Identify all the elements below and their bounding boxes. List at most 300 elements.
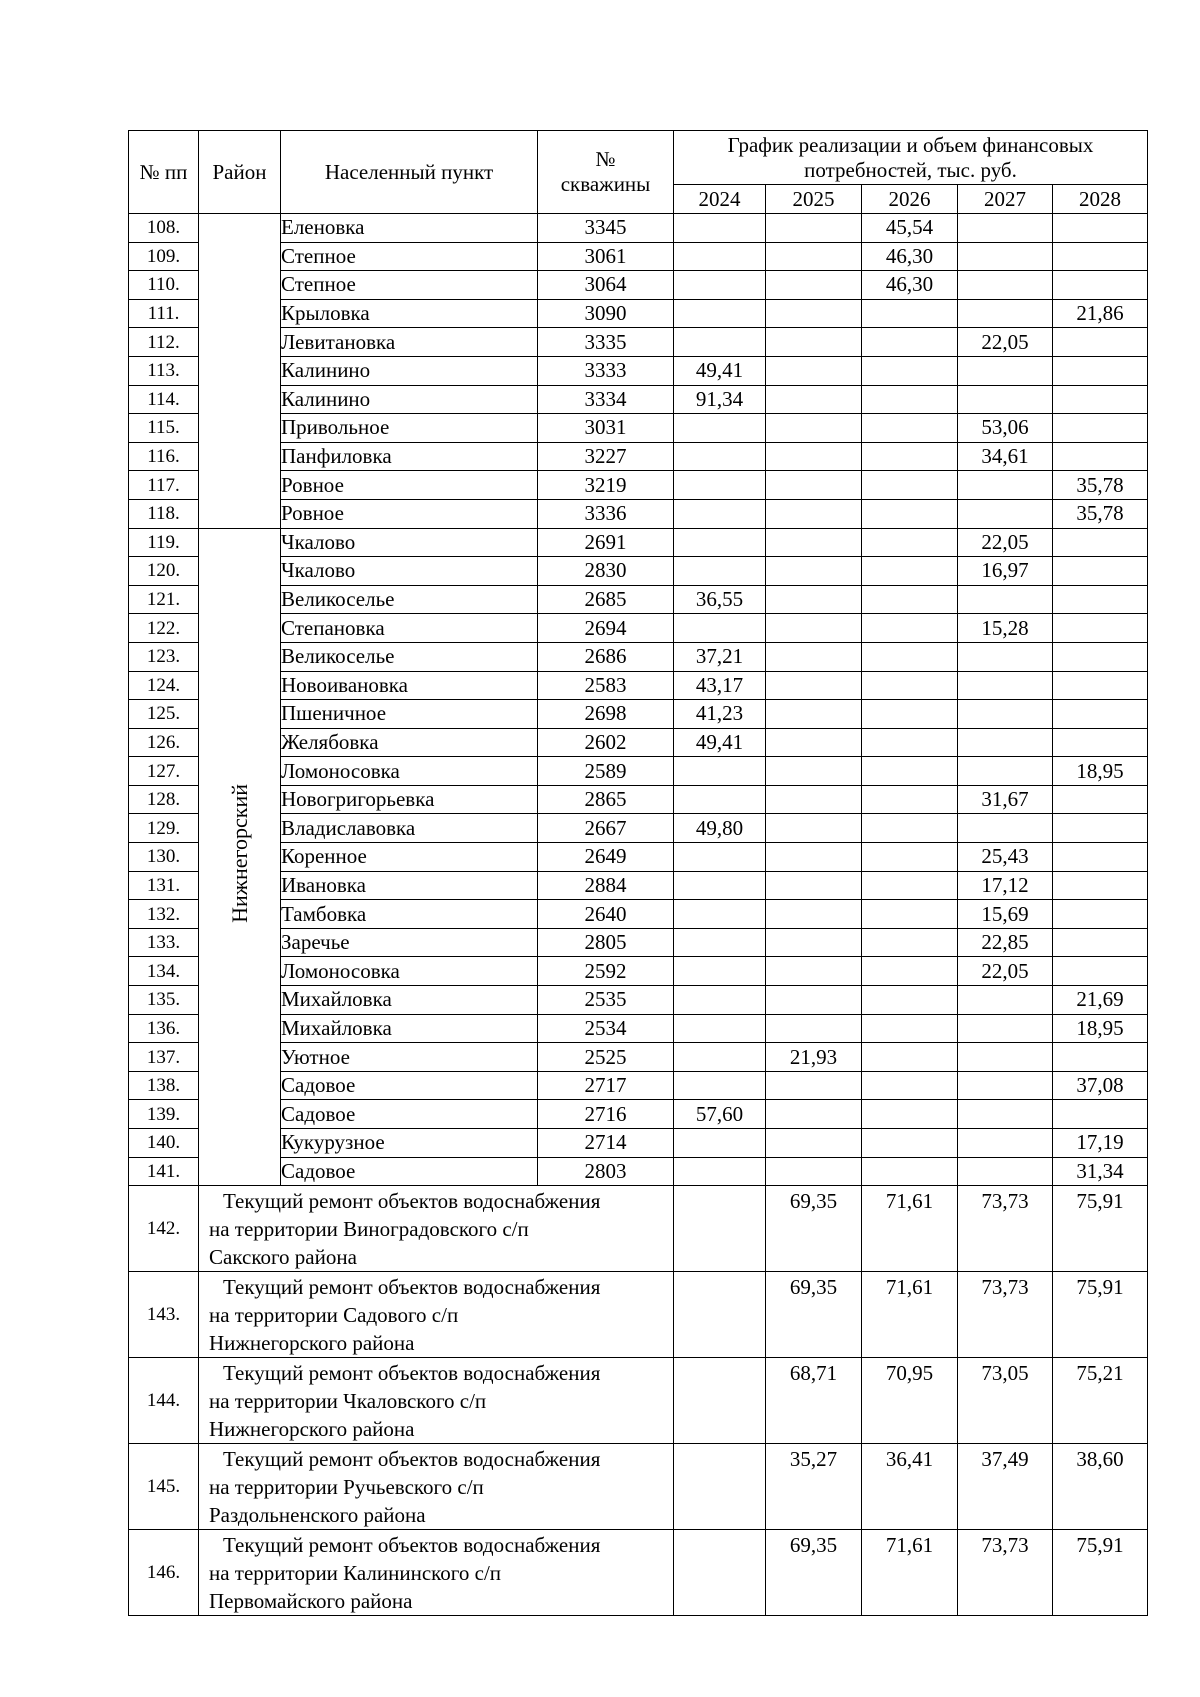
value-cell: 37,08 [1053,1071,1148,1100]
row-number: 119. [129,528,199,557]
value-cell [1053,414,1148,443]
well-number: 3061 [538,242,674,271]
row-number: 131. [129,871,199,900]
value-cell [1053,871,1148,900]
row-number: 128. [129,785,199,814]
settlement-name: Еленовка [281,214,538,243]
value-cell: 70,95 [862,1358,958,1444]
settlement-name: Привольное [281,414,538,443]
row-number: 140. [129,1129,199,1158]
settlement-name: Панфиловка [281,442,538,471]
value-cell [674,442,766,471]
repair-line [209,1359,673,1387]
settlement-name: Степное [281,271,538,300]
value-cell [766,356,862,385]
value-cell [958,299,1053,328]
value-cell: 69,35 [766,1272,862,1358]
table-row [129,843,1148,872]
value-cell [958,1043,1053,1072]
table-row [129,757,1148,786]
row-number: 125. [129,700,199,729]
settlement-name: Степное [281,242,538,271]
row-number: 114. [129,385,199,414]
value-cell [1053,843,1148,872]
well-number: 2525 [538,1043,674,1072]
value-cell [862,843,958,872]
value-cell [766,900,862,929]
value-cell [862,871,958,900]
row-number: 138. [129,1071,199,1100]
row-number: 122. [129,614,199,643]
value-cell [862,1014,958,1043]
value-cell [766,528,862,557]
value-cell [674,214,766,243]
row-number: 123. [129,642,199,671]
value-cell [674,271,766,300]
value-cell [1053,785,1148,814]
value-cell [1053,1100,1148,1129]
table-row [129,614,1148,643]
value-cell [674,900,766,929]
value-cell [862,928,958,957]
value-cell [674,785,766,814]
table-row [129,871,1148,900]
value-cell [674,471,766,500]
well-number: 2884 [538,871,674,900]
value-cell [862,614,958,643]
row-number: 146. [129,1530,199,1616]
row-number: 139. [129,1100,199,1129]
value-cell [958,814,1053,843]
value-cell [766,928,862,957]
value-cell: 75,91 [1053,1272,1148,1358]
settlement-name: Великоселье [281,585,538,614]
settlement-name: Желябовка [281,728,538,757]
value-cell: 35,27 [766,1444,862,1530]
well-number: 2649 [538,843,674,872]
value-cell [958,671,1053,700]
settlement-name: Ивановка [281,871,538,900]
well-number: 2534 [538,1014,674,1043]
repair-line: Сакского района [209,1245,357,1270]
value-cell [958,499,1053,528]
value-cell [766,328,862,357]
table-row [129,642,1148,671]
raion-name: Нижнегорский [227,784,252,924]
value-cell [674,1530,766,1616]
value-cell [1053,700,1148,729]
value-cell [862,442,958,471]
value-cell: 75,91 [1053,1530,1148,1616]
value-cell: 73,05 [958,1358,1053,1444]
value-cell [862,1043,958,1072]
table-row [129,585,1148,614]
well-number: 2830 [538,557,674,586]
value-cell: 71,61 [862,1186,958,1272]
repair-row [129,1272,1148,1358]
value-cell [674,557,766,586]
value-cell [1053,385,1148,414]
value-cell [862,757,958,786]
value-cell [1053,614,1148,643]
value-cell [862,1157,958,1186]
value-cell [1053,671,1148,700]
well-number: 3335 [538,328,674,357]
repair-line: на территории Садового с/п [209,1303,459,1328]
value-cell [674,1129,766,1158]
settlement-name: Ровное [281,499,538,528]
table-row [129,299,1148,328]
value-cell [958,986,1053,1015]
well-number: 2698 [538,700,674,729]
repair-row [129,1444,1148,1530]
value-cell [766,214,862,243]
settlement-name: Владиславовка [281,814,538,843]
value-cell [674,328,766,357]
table-row [129,928,1148,957]
value-cell [862,986,958,1015]
well-number: 2535 [538,986,674,1015]
repair-description [199,1358,674,1444]
value-cell [766,986,862,1015]
well-number: 3227 [538,442,674,471]
value-cell: 22,05 [958,328,1053,357]
value-cell [862,499,958,528]
value-cell [958,1071,1053,1100]
value-cell: 21,93 [766,1043,862,1072]
value-cell [766,1129,862,1158]
value-cell [766,957,862,986]
value-cell [958,757,1053,786]
table-row [129,499,1148,528]
value-cell: 37,21 [674,642,766,671]
row-number: 115. [129,414,199,443]
header-schedule: График реализации и объем финансовых потребностей, тыс. руб. [674,131,1148,185]
value-cell [766,1100,862,1129]
table-row [129,471,1148,500]
repair-line-text: Текущий ремонт объектов водоснабжения [223,1189,601,1214]
well-number: 3219 [538,471,674,500]
value-cell [1053,271,1148,300]
header-year: 2025 [766,185,862,214]
value-cell [862,957,958,986]
value-cell: 36,55 [674,585,766,614]
settlement-name: Коренное [281,843,538,872]
settlement-name: Чкалово [281,557,538,586]
table-row [129,785,1148,814]
value-cell: 22,05 [958,528,1053,557]
row-number: 112. [129,328,199,357]
repair-description [199,1530,674,1616]
value-cell: 21,69 [1053,986,1148,1015]
table-row [129,356,1148,385]
row-number: 121. [129,585,199,614]
repair-line: на территории Калининского с/п [209,1561,502,1586]
settlement-name: Ломоносовка [281,757,538,786]
value-cell [958,385,1053,414]
well-number: 2686 [538,642,674,671]
settlement-name: Михайловка [281,1014,538,1043]
table-row [129,271,1148,300]
value-cell: 36,41 [862,1444,958,1530]
value-cell: 53,06 [958,414,1053,443]
settlement-name: Левитановка [281,328,538,357]
value-cell [1053,328,1148,357]
value-cell: 75,21 [1053,1358,1148,1444]
row-number: 145. [129,1444,199,1530]
value-cell: 71,61 [862,1272,958,1358]
table-row [129,385,1148,414]
well-number: 2691 [538,528,674,557]
settlement-name: Чкалово [281,528,538,557]
value-cell [674,1186,766,1272]
value-cell [674,928,766,957]
value-cell [766,1071,862,1100]
value-cell: 15,69 [958,900,1053,929]
value-cell [1053,814,1148,843]
row-number: 141. [129,1157,199,1186]
row-number: 117. [129,471,199,500]
value-cell [958,642,1053,671]
repair-description [199,1272,674,1358]
repair-line: на территории Ручьевского с/п [209,1475,484,1500]
value-cell [862,414,958,443]
header-num: № пп [129,131,199,214]
table-row [129,671,1148,700]
settlement-name: Ломоносовка [281,957,538,986]
repair-row [129,1530,1148,1616]
value-cell [766,471,862,500]
value-cell [958,356,1053,385]
value-cell [862,528,958,557]
value-cell [862,1129,958,1158]
value-cell [766,642,862,671]
value-cell [674,242,766,271]
well-number: 2803 [538,1157,674,1186]
value-cell [958,214,1053,243]
value-cell: 49,80 [674,814,766,843]
table-row [129,1129,1148,1158]
value-cell: 43,17 [674,671,766,700]
well-number: 2714 [538,1129,674,1158]
value-cell [674,1358,766,1444]
value-cell [958,585,1053,614]
repair-line-text: Текущий ремонт объектов водоснабжения [223,1533,601,1558]
value-cell: 41,23 [674,700,766,729]
repair-line [209,1445,673,1473]
row-number: 116. [129,442,199,471]
row-number: 142. [129,1186,199,1272]
well-number: 2865 [538,785,674,814]
value-cell [1053,957,1148,986]
row-number: 133. [129,928,199,957]
well-number: 3031 [538,414,674,443]
header-well: № скважины [538,131,674,214]
row-number: 135. [129,986,199,1015]
table-row [129,528,1148,557]
well-number: 3333 [538,356,674,385]
value-cell [766,700,862,729]
value-cell [862,356,958,385]
value-cell: 91,34 [674,385,766,414]
value-cell: 49,41 [674,728,766,757]
value-cell [1053,642,1148,671]
repair-description [199,1186,674,1272]
table-row [129,1043,1148,1072]
value-cell: 68,71 [766,1358,862,1444]
value-cell [862,299,958,328]
table-row [129,414,1148,443]
value-cell: 37,49 [958,1444,1053,1530]
value-cell [1053,242,1148,271]
value-cell [862,642,958,671]
value-cell [958,1100,1053,1129]
row-number: 110. [129,271,199,300]
value-cell [1053,557,1148,586]
settlement-name: Пшеничное [281,700,538,729]
repair-line [209,1531,673,1559]
value-cell [1053,1043,1148,1072]
value-cell [766,614,862,643]
settlement-name: Садовое [281,1157,538,1186]
raion-cell-2 [199,528,281,1186]
value-cell: 75,91 [1053,1186,1148,1272]
well-number: 2583 [538,671,674,700]
value-cell [766,385,862,414]
row-number: 109. [129,242,199,271]
well-number: 2805 [538,928,674,957]
value-cell: 22,05 [958,957,1053,986]
value-cell [674,499,766,528]
value-cell: 25,43 [958,843,1053,872]
settlement-name: Садовое [281,1071,538,1100]
header-year: 2026 [862,185,958,214]
well-number: 3334 [538,385,674,414]
well-number: 3345 [538,214,674,243]
settlement-name: Кукурузное [281,1129,538,1158]
value-cell: 18,95 [1053,757,1148,786]
row-number: 144. [129,1358,199,1444]
value-cell: 31,67 [958,785,1053,814]
repair-description [199,1444,674,1530]
value-cell [862,471,958,500]
value-cell [862,671,958,700]
table-row [129,957,1148,986]
well-number: 2602 [538,728,674,757]
value-cell [862,728,958,757]
value-cell: 35,78 [1053,499,1148,528]
table-row [129,986,1148,1015]
value-cell: 69,35 [766,1186,862,1272]
value-cell: 31,34 [1053,1157,1148,1186]
well-number: 2589 [538,757,674,786]
value-cell [958,1129,1053,1158]
table-row [129,814,1148,843]
value-cell [674,1157,766,1186]
value-cell [1053,528,1148,557]
value-cell: 46,30 [862,271,958,300]
value-cell: 17,12 [958,871,1053,900]
repair-line-text: Текущий ремонт объектов водоснабжения [223,1275,601,1300]
value-cell [862,585,958,614]
value-cell [766,1157,862,1186]
well-number: 2685 [538,585,674,614]
value-cell [766,785,862,814]
value-cell [766,671,862,700]
repair-line: на территории Чкаловского с/п [209,1389,487,1414]
repair-row [129,1186,1148,1272]
value-cell: 73,73 [958,1272,1053,1358]
value-cell [674,299,766,328]
table-row [129,328,1148,357]
repair-line: Первомайского района [209,1589,413,1614]
well-number: 2592 [538,957,674,986]
table-row [129,700,1148,729]
value-cell [674,414,766,443]
settlement-name: Новогригорьевка [281,785,538,814]
value-cell [766,557,862,586]
value-cell: 22,85 [958,928,1053,957]
value-cell [766,242,862,271]
settlement-name: Калинино [281,385,538,414]
table-row [129,1157,1148,1186]
value-cell [766,585,862,614]
financing-table [128,130,1148,1616]
value-cell: 46,30 [862,242,958,271]
table-row [129,442,1148,471]
value-cell [674,1071,766,1100]
table-row [129,1071,1148,1100]
row-number: 127. [129,757,199,786]
value-cell [862,900,958,929]
value-cell: 35,78 [1053,471,1148,500]
table-row [129,900,1148,929]
settlement-name: Степановка [281,614,538,643]
value-cell [674,843,766,872]
header-year: 2027 [958,185,1053,214]
value-cell [958,271,1053,300]
row-number: 132. [129,900,199,929]
value-cell [674,1043,766,1072]
row-number: 143. [129,1272,199,1358]
value-cell: 45,54 [862,214,958,243]
value-cell [674,1272,766,1358]
value-cell [766,728,862,757]
repair-line: на территории Виноградовского с/п [209,1217,529,1242]
value-cell [1053,214,1148,243]
value-cell [958,728,1053,757]
value-cell [674,871,766,900]
value-cell: 57,60 [674,1100,766,1129]
settlement-name: Тамбовка [281,900,538,929]
value-cell: 16,97 [958,557,1053,586]
value-cell [674,528,766,557]
repair-line: Нижнегорского района [209,1331,415,1356]
well-number: 3064 [538,271,674,300]
settlement-name: Михайловка [281,986,538,1015]
value-cell [766,499,862,528]
header-place: Населенный пункт [281,131,538,214]
value-cell [862,1071,958,1100]
value-cell: 15,28 [958,614,1053,643]
settlement-name: Ровное [281,471,538,500]
settlement-name: Калинино [281,356,538,385]
row-number: 108. [129,214,199,243]
value-cell [862,1100,958,1129]
value-cell [674,1444,766,1530]
value-cell [766,414,862,443]
settlement-name: Великоселье [281,642,538,671]
